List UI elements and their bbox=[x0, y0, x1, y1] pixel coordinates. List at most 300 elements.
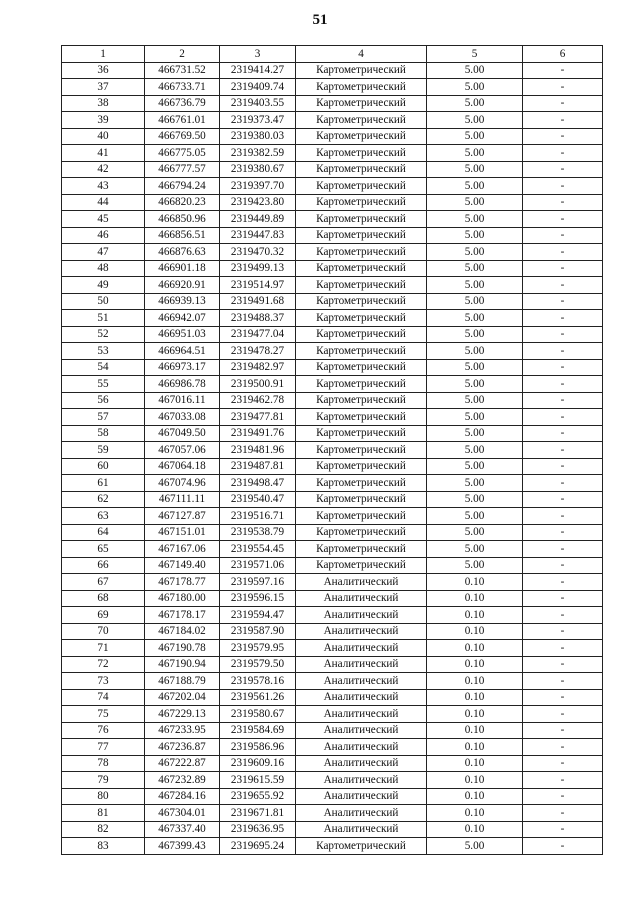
accuracy-cell: 5.00 bbox=[427, 541, 523, 558]
accuracy-cell: 5.00 bbox=[427, 442, 523, 459]
x-coordinate-cell: 467190.78 bbox=[145, 640, 220, 657]
point-number-cell: 63 bbox=[62, 508, 145, 525]
method-cell: Аналитический bbox=[296, 590, 427, 607]
point-number-cell: 57 bbox=[62, 409, 145, 426]
note-cell: - bbox=[523, 161, 603, 178]
table-row bbox=[62, 607, 603, 624]
y-coordinate-cell: 2319397.70 bbox=[220, 178, 296, 195]
accuracy-cell: 0.10 bbox=[427, 574, 523, 591]
method-cell: Аналитический bbox=[296, 623, 427, 640]
point-number-cell: 66 bbox=[62, 557, 145, 574]
point-number-cell: 36 bbox=[62, 62, 145, 79]
y-coordinate-cell: 2319449.89 bbox=[220, 211, 296, 228]
table-row bbox=[62, 673, 603, 690]
accuracy-cell: 0.10 bbox=[427, 607, 523, 624]
method-cell: Картометрический bbox=[296, 343, 427, 360]
point-number-cell: 43 bbox=[62, 178, 145, 195]
x-coordinate-cell: 467236.87 bbox=[145, 739, 220, 756]
method-cell: Картометрический bbox=[296, 211, 427, 228]
method-cell: Аналитический bbox=[296, 673, 427, 690]
y-coordinate-cell: 2319655.92 bbox=[220, 788, 296, 805]
note-cell: - bbox=[523, 392, 603, 409]
accuracy-cell: 5.00 bbox=[427, 178, 523, 195]
point-number-cell: 67 bbox=[62, 574, 145, 591]
accuracy-cell: 0.10 bbox=[427, 722, 523, 739]
y-coordinate-cell: 2319580.67 bbox=[220, 706, 296, 723]
note-cell: - bbox=[523, 244, 603, 261]
x-coordinate-cell: 466973.17 bbox=[145, 359, 220, 376]
note-cell: - bbox=[523, 178, 603, 195]
note-cell: - bbox=[523, 755, 603, 772]
note-cell: - bbox=[523, 442, 603, 459]
point-number-cell: 39 bbox=[62, 112, 145, 129]
point-number-cell: 42 bbox=[62, 161, 145, 178]
x-coordinate-cell: 466733.71 bbox=[145, 79, 220, 96]
accuracy-cell: 0.10 bbox=[427, 673, 523, 690]
x-coordinate-cell: 467399.43 bbox=[145, 838, 220, 855]
table-row bbox=[62, 79, 603, 96]
point-number-cell: 38 bbox=[62, 95, 145, 112]
x-coordinate-cell: 466761.01 bbox=[145, 112, 220, 129]
y-coordinate-cell: 2319380.03 bbox=[220, 128, 296, 145]
x-coordinate-cell: 466901.18 bbox=[145, 260, 220, 277]
point-number-cell: 51 bbox=[62, 310, 145, 327]
point-number-cell: 65 bbox=[62, 541, 145, 558]
note-cell: - bbox=[523, 607, 603, 624]
point-number-cell: 68 bbox=[62, 590, 145, 607]
point-number-cell: 64 bbox=[62, 524, 145, 541]
accuracy-cell: 0.10 bbox=[427, 623, 523, 640]
table-row bbox=[62, 706, 603, 723]
x-coordinate-cell: 467178.17 bbox=[145, 607, 220, 624]
y-coordinate-cell: 2319447.83 bbox=[220, 227, 296, 244]
table-body bbox=[62, 62, 603, 854]
x-coordinate-cell: 467233.95 bbox=[145, 722, 220, 739]
point-number-cell: 72 bbox=[62, 656, 145, 673]
column-header: 5 bbox=[427, 46, 523, 63]
method-cell: Картометрический bbox=[296, 359, 427, 376]
y-coordinate-cell: 2319498.47 bbox=[220, 475, 296, 492]
table-row bbox=[62, 260, 603, 277]
accuracy-cell: 5.00 bbox=[427, 79, 523, 96]
method-cell: Аналитический bbox=[296, 656, 427, 673]
x-coordinate-cell: 467057.06 bbox=[145, 442, 220, 459]
method-cell: Аналитический bbox=[296, 772, 427, 789]
point-number-cell: 55 bbox=[62, 376, 145, 393]
point-number-cell: 37 bbox=[62, 79, 145, 96]
x-coordinate-cell: 466920.91 bbox=[145, 277, 220, 294]
x-coordinate-cell: 466820.23 bbox=[145, 194, 220, 211]
point-number-cell: 48 bbox=[62, 260, 145, 277]
table-row bbox=[62, 541, 603, 558]
table-row bbox=[62, 62, 603, 79]
x-coordinate-cell: 467178.77 bbox=[145, 574, 220, 591]
note-cell: - bbox=[523, 491, 603, 508]
method-cell: Картометрический bbox=[296, 541, 427, 558]
table-row bbox=[62, 277, 603, 294]
point-number-cell: 41 bbox=[62, 145, 145, 162]
column-header: 2 bbox=[145, 46, 220, 63]
y-coordinate-cell: 2319586.96 bbox=[220, 739, 296, 756]
table-row bbox=[62, 359, 603, 376]
method-cell: Картометрический bbox=[296, 524, 427, 541]
y-coordinate-cell: 2319482.97 bbox=[220, 359, 296, 376]
note-cell: - bbox=[523, 62, 603, 79]
table-row bbox=[62, 458, 603, 475]
y-coordinate-cell: 2319488.37 bbox=[220, 310, 296, 327]
note-cell: - bbox=[523, 425, 603, 442]
accuracy-cell: 0.10 bbox=[427, 739, 523, 756]
note-cell: - bbox=[523, 326, 603, 343]
x-coordinate-cell: 467222.87 bbox=[145, 755, 220, 772]
note-cell: - bbox=[523, 788, 603, 805]
x-coordinate-cell: 466794.24 bbox=[145, 178, 220, 195]
table-row bbox=[62, 656, 603, 673]
y-coordinate-cell: 2319578.16 bbox=[220, 673, 296, 690]
table-row bbox=[62, 293, 603, 310]
x-coordinate-cell: 467016.11 bbox=[145, 392, 220, 409]
accuracy-cell: 5.00 bbox=[427, 392, 523, 409]
point-number-cell: 69 bbox=[62, 607, 145, 624]
note-cell: - bbox=[523, 409, 603, 426]
x-coordinate-cell: 466964.51 bbox=[145, 343, 220, 360]
accuracy-cell: 0.10 bbox=[427, 706, 523, 723]
point-number-cell: 59 bbox=[62, 442, 145, 459]
table-row bbox=[62, 557, 603, 574]
x-coordinate-cell: 467167.06 bbox=[145, 541, 220, 558]
accuracy-cell: 5.00 bbox=[427, 310, 523, 327]
note-cell: - bbox=[523, 128, 603, 145]
method-cell: Картометрический bbox=[296, 458, 427, 475]
accuracy-cell: 0.10 bbox=[427, 772, 523, 789]
note-cell: - bbox=[523, 541, 603, 558]
note-cell: - bbox=[523, 194, 603, 211]
x-coordinate-cell: 467149.40 bbox=[145, 557, 220, 574]
accuracy-cell: 5.00 bbox=[427, 260, 523, 277]
accuracy-cell: 0.10 bbox=[427, 788, 523, 805]
y-coordinate-cell: 2319470.32 bbox=[220, 244, 296, 261]
table-row bbox=[62, 821, 603, 838]
point-number-cell: 76 bbox=[62, 722, 145, 739]
note-cell: - bbox=[523, 310, 603, 327]
point-number-cell: 50 bbox=[62, 293, 145, 310]
point-number-cell: 54 bbox=[62, 359, 145, 376]
x-coordinate-cell: 467074.96 bbox=[145, 475, 220, 492]
accuracy-cell: 0.10 bbox=[427, 590, 523, 607]
table-row bbox=[62, 211, 603, 228]
point-number-cell: 56 bbox=[62, 392, 145, 409]
x-coordinate-cell: 466769.50 bbox=[145, 128, 220, 145]
point-number-cell: 53 bbox=[62, 343, 145, 360]
method-cell: Картометрический bbox=[296, 310, 427, 327]
table-row bbox=[62, 689, 603, 706]
y-coordinate-cell: 2319615.59 bbox=[220, 772, 296, 789]
y-coordinate-cell: 2319579.95 bbox=[220, 640, 296, 657]
accuracy-cell: 5.00 bbox=[427, 524, 523, 541]
point-number-cell: 62 bbox=[62, 491, 145, 508]
point-number-cell: 60 bbox=[62, 458, 145, 475]
note-cell: - bbox=[523, 623, 603, 640]
method-cell: Картометрический bbox=[296, 277, 427, 294]
accuracy-cell: 5.00 bbox=[427, 161, 523, 178]
x-coordinate-cell: 466951.03 bbox=[145, 326, 220, 343]
x-coordinate-cell: 467284.16 bbox=[145, 788, 220, 805]
method-cell: Картометрический bbox=[296, 227, 427, 244]
note-cell: - bbox=[523, 590, 603, 607]
note-cell: - bbox=[523, 673, 603, 690]
method-cell: Аналитический bbox=[296, 755, 427, 772]
point-number-cell: 77 bbox=[62, 739, 145, 756]
table-row bbox=[62, 755, 603, 772]
y-coordinate-cell: 2319596.15 bbox=[220, 590, 296, 607]
method-cell: Аналитический bbox=[296, 640, 427, 657]
y-coordinate-cell: 2319587.90 bbox=[220, 623, 296, 640]
note-cell: - bbox=[523, 475, 603, 492]
y-coordinate-cell: 2319462.78 bbox=[220, 392, 296, 409]
x-coordinate-cell: 466736.79 bbox=[145, 95, 220, 112]
x-coordinate-cell: 467111.11 bbox=[145, 491, 220, 508]
note-cell: - bbox=[523, 706, 603, 723]
y-coordinate-cell: 2319403.55 bbox=[220, 95, 296, 112]
point-number-cell: 49 bbox=[62, 277, 145, 294]
table-row bbox=[62, 194, 603, 211]
method-cell: Аналитический bbox=[296, 706, 427, 723]
table-row bbox=[62, 524, 603, 541]
x-coordinate-cell: 466856.51 bbox=[145, 227, 220, 244]
x-coordinate-cell: 467184.02 bbox=[145, 623, 220, 640]
note-cell: - bbox=[523, 557, 603, 574]
note-cell: - bbox=[523, 211, 603, 228]
note-cell: - bbox=[523, 574, 603, 591]
method-cell: Картометрический bbox=[296, 293, 427, 310]
accuracy-cell: 5.00 bbox=[427, 277, 523, 294]
table-row bbox=[62, 475, 603, 492]
method-cell: Картометрический bbox=[296, 376, 427, 393]
y-coordinate-cell: 2319579.50 bbox=[220, 656, 296, 673]
x-coordinate-cell: 466876.63 bbox=[145, 244, 220, 261]
x-coordinate-cell: 467151.01 bbox=[145, 524, 220, 541]
column-header: 6 bbox=[523, 46, 603, 63]
y-coordinate-cell: 2319561.26 bbox=[220, 689, 296, 706]
note-cell: - bbox=[523, 376, 603, 393]
table-header-row bbox=[62, 46, 603, 63]
y-coordinate-cell: 2319487.81 bbox=[220, 458, 296, 475]
point-number-cell: 46 bbox=[62, 227, 145, 244]
point-number-cell: 80 bbox=[62, 788, 145, 805]
x-coordinate-cell: 466939.13 bbox=[145, 293, 220, 310]
table-row bbox=[62, 442, 603, 459]
note-cell: - bbox=[523, 112, 603, 129]
y-coordinate-cell: 2319499.13 bbox=[220, 260, 296, 277]
column-header: 3 bbox=[220, 46, 296, 63]
table-row bbox=[62, 409, 603, 426]
point-number-cell: 74 bbox=[62, 689, 145, 706]
point-number-cell: 40 bbox=[62, 128, 145, 145]
table-row bbox=[62, 491, 603, 508]
table-row bbox=[62, 95, 603, 112]
point-number-cell: 44 bbox=[62, 194, 145, 211]
table-row bbox=[62, 590, 603, 607]
accuracy-cell: 5.00 bbox=[427, 491, 523, 508]
note-cell: - bbox=[523, 145, 603, 162]
method-cell: Картометрический bbox=[296, 112, 427, 129]
method-cell: Аналитический bbox=[296, 689, 427, 706]
table-row bbox=[62, 244, 603, 261]
method-cell: Аналитический bbox=[296, 788, 427, 805]
table-row bbox=[62, 227, 603, 244]
accuracy-cell: 5.00 bbox=[427, 293, 523, 310]
method-cell: Картометрический bbox=[296, 95, 427, 112]
accuracy-cell: 5.00 bbox=[427, 359, 523, 376]
method-cell: Картометрический bbox=[296, 557, 427, 574]
accuracy-cell: 0.10 bbox=[427, 689, 523, 706]
accuracy-cell: 0.10 bbox=[427, 755, 523, 772]
note-cell: - bbox=[523, 689, 603, 706]
note-cell: - bbox=[523, 838, 603, 855]
method-cell: Картометрический bbox=[296, 161, 427, 178]
table-row bbox=[62, 161, 603, 178]
y-coordinate-cell: 2319540.47 bbox=[220, 491, 296, 508]
table-row bbox=[62, 326, 603, 343]
y-coordinate-cell: 2319478.27 bbox=[220, 343, 296, 360]
y-coordinate-cell: 2319500.91 bbox=[220, 376, 296, 393]
note-cell: - bbox=[523, 640, 603, 657]
x-coordinate-cell: 467304.01 bbox=[145, 805, 220, 822]
note-cell: - bbox=[523, 656, 603, 673]
table-row bbox=[62, 574, 603, 591]
accuracy-cell: 5.00 bbox=[427, 508, 523, 525]
accuracy-cell: 0.10 bbox=[427, 640, 523, 657]
note-cell: - bbox=[523, 739, 603, 756]
y-coordinate-cell: 2319554.45 bbox=[220, 541, 296, 558]
y-coordinate-cell: 2319636.95 bbox=[220, 821, 296, 838]
point-number-cell: 52 bbox=[62, 326, 145, 343]
method-cell: Картометрический bbox=[296, 475, 427, 492]
method-cell: Картометрический bbox=[296, 326, 427, 343]
y-coordinate-cell: 2319382.59 bbox=[220, 145, 296, 162]
x-coordinate-cell: 466986.78 bbox=[145, 376, 220, 393]
table-row bbox=[62, 112, 603, 129]
point-number-cell: 78 bbox=[62, 755, 145, 772]
method-cell: Аналитический bbox=[296, 739, 427, 756]
point-number-cell: 70 bbox=[62, 623, 145, 640]
y-coordinate-cell: 2319414.27 bbox=[220, 62, 296, 79]
y-coordinate-cell: 2319481.96 bbox=[220, 442, 296, 459]
x-coordinate-cell: 467033.08 bbox=[145, 409, 220, 426]
point-number-cell: 58 bbox=[62, 425, 145, 442]
table-row bbox=[62, 722, 603, 739]
method-cell: Аналитический bbox=[296, 722, 427, 739]
table-row bbox=[62, 739, 603, 756]
table-row bbox=[62, 623, 603, 640]
note-cell: - bbox=[523, 343, 603, 360]
table-row bbox=[62, 392, 603, 409]
accuracy-cell: 0.10 bbox=[427, 656, 523, 673]
accuracy-cell: 5.00 bbox=[427, 409, 523, 426]
point-number-cell: 81 bbox=[62, 805, 145, 822]
method-cell: Картометрический bbox=[296, 244, 427, 261]
x-coordinate-cell: 466850.96 bbox=[145, 211, 220, 228]
y-coordinate-cell: 2319373.47 bbox=[220, 112, 296, 129]
x-coordinate-cell: 467190.94 bbox=[145, 656, 220, 673]
x-coordinate-cell: 467337.40 bbox=[145, 821, 220, 838]
accuracy-cell: 5.00 bbox=[427, 458, 523, 475]
accuracy-cell: 5.00 bbox=[427, 95, 523, 112]
y-coordinate-cell: 2319491.76 bbox=[220, 425, 296, 442]
accuracy-cell: 5.00 bbox=[427, 112, 523, 129]
y-coordinate-cell: 2319409.74 bbox=[220, 79, 296, 96]
method-cell: Картометрический bbox=[296, 178, 427, 195]
y-coordinate-cell: 2319671.81 bbox=[220, 805, 296, 822]
accuracy-cell: 5.00 bbox=[427, 475, 523, 492]
y-coordinate-cell: 2319594.47 bbox=[220, 607, 296, 624]
x-coordinate-cell: 466775.05 bbox=[145, 145, 220, 162]
column-header: 1 bbox=[62, 46, 145, 63]
y-coordinate-cell: 2319695.24 bbox=[220, 838, 296, 855]
method-cell: Картометрический bbox=[296, 145, 427, 162]
note-cell: - bbox=[523, 293, 603, 310]
method-cell: Картометрический bbox=[296, 409, 427, 426]
accuracy-cell: 5.00 bbox=[427, 145, 523, 162]
table-row bbox=[62, 788, 603, 805]
note-cell: - bbox=[523, 821, 603, 838]
accuracy-cell: 5.00 bbox=[427, 244, 523, 261]
note-cell: - bbox=[523, 805, 603, 822]
accuracy-cell: 5.00 bbox=[427, 376, 523, 393]
point-number-cell: 61 bbox=[62, 475, 145, 492]
x-coordinate-cell: 466731.52 bbox=[145, 62, 220, 79]
accuracy-cell: 0.10 bbox=[427, 805, 523, 822]
accuracy-cell: 5.00 bbox=[427, 557, 523, 574]
y-coordinate-cell: 2319477.81 bbox=[220, 409, 296, 426]
accuracy-cell: 5.00 bbox=[427, 194, 523, 211]
x-coordinate-cell: 466942.07 bbox=[145, 310, 220, 327]
y-coordinate-cell: 2319584.69 bbox=[220, 722, 296, 739]
y-coordinate-cell: 2319538.79 bbox=[220, 524, 296, 541]
method-cell: Картометрический bbox=[296, 79, 427, 96]
accuracy-cell: 5.00 bbox=[427, 211, 523, 228]
method-cell: Аналитический bbox=[296, 574, 427, 591]
point-number-cell: 45 bbox=[62, 211, 145, 228]
method-cell: Картометрический bbox=[296, 392, 427, 409]
table-row bbox=[62, 640, 603, 657]
note-cell: - bbox=[523, 458, 603, 475]
y-coordinate-cell: 2319571.06 bbox=[220, 557, 296, 574]
point-number-cell: 82 bbox=[62, 821, 145, 838]
accuracy-cell: 5.00 bbox=[427, 343, 523, 360]
method-cell: Аналитический bbox=[296, 805, 427, 822]
accuracy-cell: 5.00 bbox=[427, 838, 523, 855]
table-row bbox=[62, 508, 603, 525]
table-row bbox=[62, 805, 603, 822]
point-number-cell: 71 bbox=[62, 640, 145, 657]
accuracy-cell: 0.10 bbox=[427, 821, 523, 838]
method-cell: Картометрический bbox=[296, 260, 427, 277]
y-coordinate-cell: 2319609.16 bbox=[220, 755, 296, 772]
table-row bbox=[62, 838, 603, 855]
note-cell: - bbox=[523, 722, 603, 739]
method-cell: Картометрический bbox=[296, 442, 427, 459]
note-cell: - bbox=[523, 508, 603, 525]
method-cell: Картометрический bbox=[296, 838, 427, 855]
point-number-cell: 75 bbox=[62, 706, 145, 723]
method-cell: Картометрический bbox=[296, 62, 427, 79]
x-coordinate-cell: 466777.57 bbox=[145, 161, 220, 178]
table-row bbox=[62, 145, 603, 162]
x-coordinate-cell: 467229.13 bbox=[145, 706, 220, 723]
method-cell: Картометрический bbox=[296, 491, 427, 508]
coordinates-table bbox=[61, 45, 603, 855]
